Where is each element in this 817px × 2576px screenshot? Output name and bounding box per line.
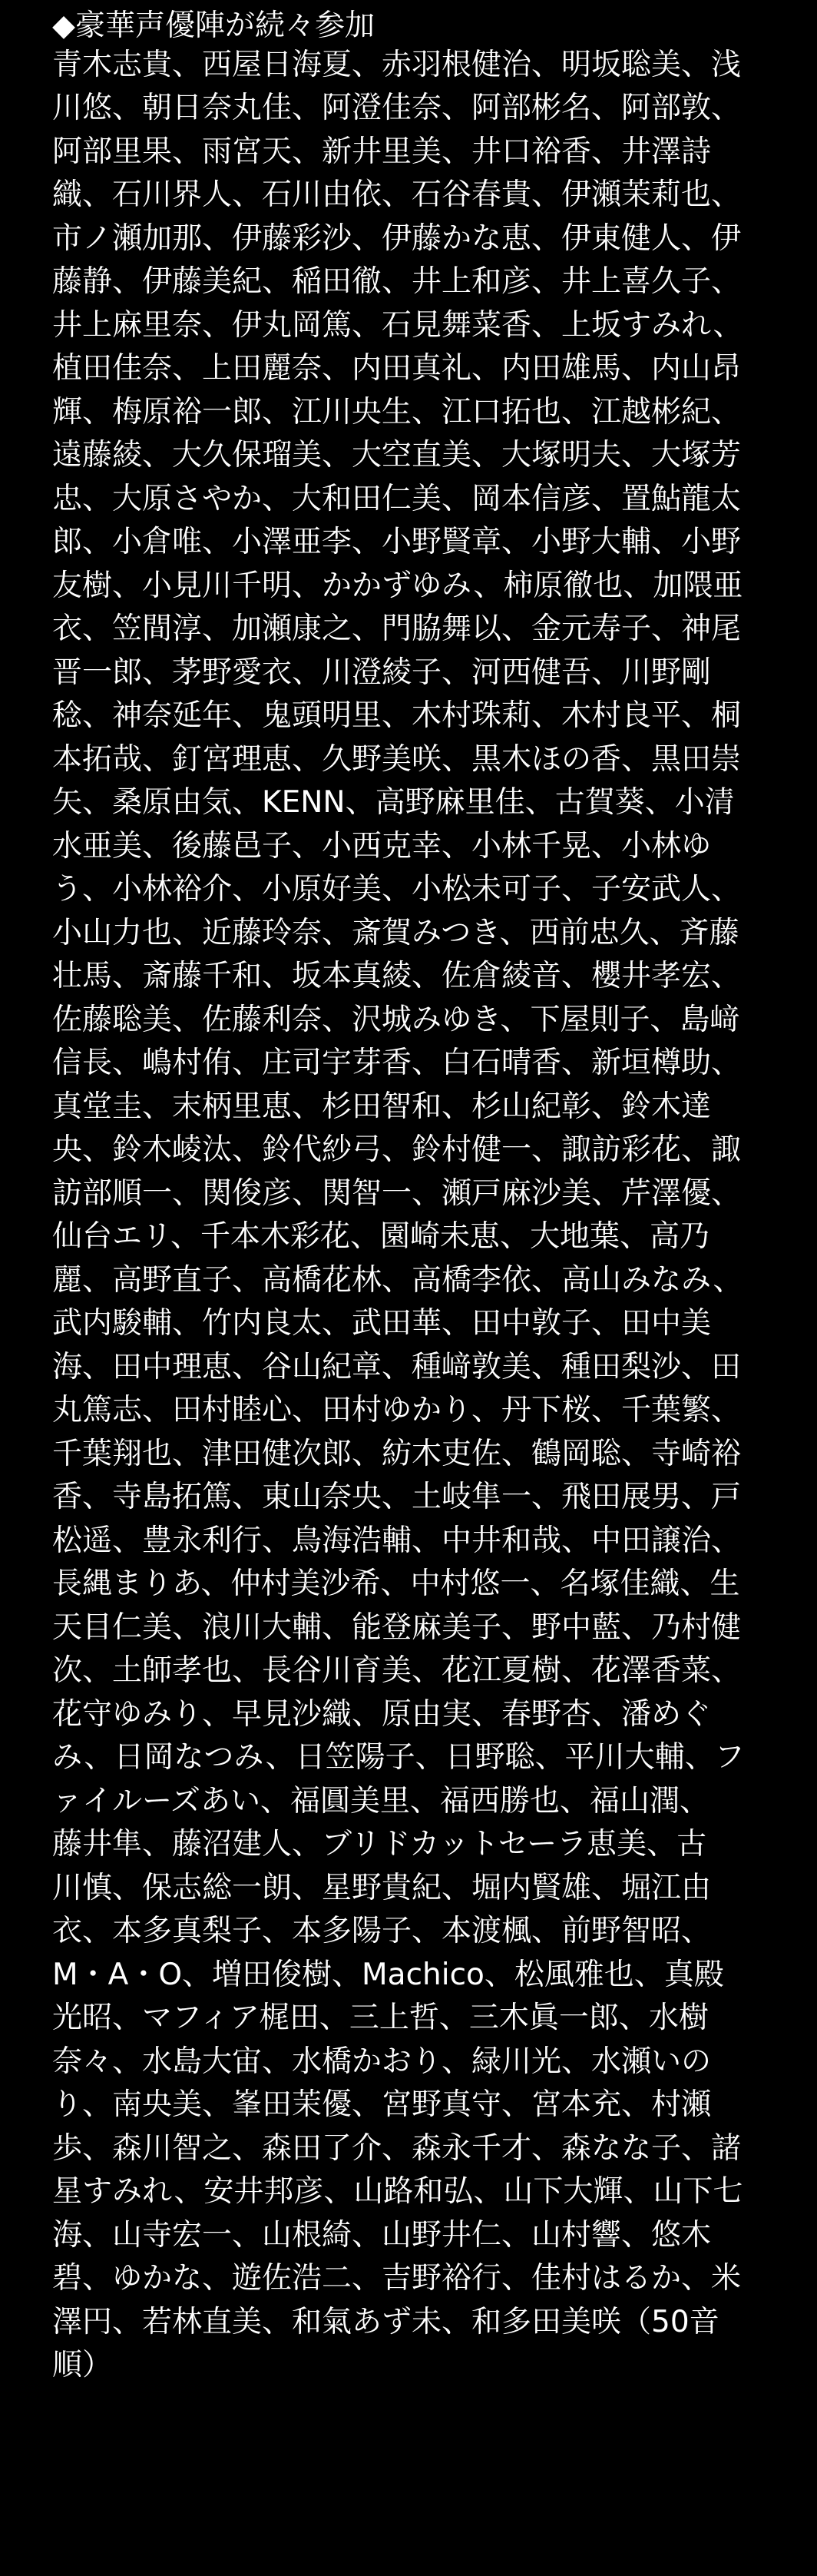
cast-list-line: 阿部里果、雨宮天、新井里美、井口裕香、井澤詩 bbox=[52, 134, 712, 169]
cast-list-line: 千葉翔也、津田健次郎、紡木吏佐、鶴岡聡、寺崎裕 bbox=[52, 1436, 742, 1471]
cast-list-line: 花守ゆみり、早見沙織、原由実、春野杏、潘めぐ bbox=[52, 1696, 712, 1732]
cast-list-line: 訪部順一、関俊彦、関智一、瀬戸麻沙美、芹澤優、 bbox=[52, 1175, 742, 1211]
cast-list-line: 星すみれ、安井邦彦、山路和弘、山下大輝、山下七 bbox=[52, 2174, 743, 2210]
cast-list-line: 奈々、水島大宙、水橋かおり、緑川光、水瀬いの bbox=[52, 2044, 712, 2079]
cast-list-line: み、日岡なつみ、日笠陽子、日野聡、平川大輔、フ bbox=[52, 1740, 745, 1775]
cast-list-line: 次、土師孝也、長谷川育美、花江夏樹、花澤香菜、 bbox=[52, 1653, 742, 1689]
cast-list-line: 矢、桑原由気、KENN、高野麻里佳、古賀葵、小清 bbox=[52, 785, 735, 821]
cast-list-line: う、小林裕介、小原好美、小松未可子、子安武人、 bbox=[52, 872, 742, 907]
cast-list-line: 小山力也、近藤玲奈、斎賀みつき、西前忠久、斉藤 bbox=[52, 915, 739, 950]
cast-list-line: 藤静、伊藤美紀、稲田徹、井上和彦、井上喜久子、 bbox=[52, 264, 742, 300]
cast-list-line: 武内駿輔、竹内良太、武田華、田中敦子、田中美 bbox=[52, 1306, 712, 1341]
cast-list-line: 松遥、豊永利行、鳥海浩輔、中井和哉、中田譲治、 bbox=[52, 1523, 742, 1558]
cast-list-line: 晋一郎、茅野愛衣、川澄綾子、河西健吾、川野剛 bbox=[52, 655, 712, 690]
cast-list-line: 澤円、若林直美、和氣あず未、和多田美咲（50音 bbox=[52, 2304, 719, 2339]
cast-list-line: 海、山寺宏一、山根綺、山野井仁、山村響、悠木 bbox=[52, 2217, 712, 2253]
cast-list-line: 友樹、小見川千明、かかずゆみ、柿原徹也、加隈亜 bbox=[52, 568, 743, 603]
cast-list-line: 香、寺島拓篤、東山奈央、土岐隼一、飛田展男、戸 bbox=[52, 1480, 742, 1515]
cast-list-line: 衣、本多真梨子、本多陽子、本渡楓、前野智昭、 bbox=[52, 1914, 712, 1949]
cast-list-line: 郎、小倉唯、小澤亜李、小野賢章、小野大輔、小野 bbox=[52, 525, 742, 560]
cast-list-line: 植田佳奈、上田麗奈、内田真礼、内田雄馬、内山昂 bbox=[52, 351, 742, 386]
cast-list-line: 忠、大原さやか、大和田仁美、岡本信彦、置鮎龍太 bbox=[52, 481, 742, 516]
cast-list-line: 遠藤綾、大久保瑠美、大空直美、大塚明夫、大塚芳 bbox=[52, 438, 742, 473]
cast-list-line: 壮馬、斎藤千和、坂本真綾、佐倉綾音、櫻井孝宏、 bbox=[52, 959, 742, 994]
cast-list-line: 長縄まりあ、仲村美沙希、中村悠一、名塚佳織、生 bbox=[52, 1566, 740, 1602]
cast-list-line: 光昭、マフィア梶田、三上哲、三木眞一郎、水樹 bbox=[52, 2001, 709, 2036]
cast-list-line: 青木志貴、西屋日海夏、赤羽根健治、明坂聡美、浅 bbox=[52, 47, 742, 82]
cast-list-line: 藤井隼、藤沼建人、ブリドカットセーラ恵美、古 bbox=[52, 1827, 707, 1862]
cast-list-line: 仙台エリ、千本木彩花、園崎未恵、大地葉、高乃 bbox=[52, 1219, 710, 1255]
cast-list-line: 水亜美、後藤邑子、小西克幸、小林千晃、小林ゆ bbox=[52, 828, 712, 864]
cast-list-line: ァイルーズあい、福圓美里、福西勝也、福山潤、 bbox=[52, 1783, 710, 1818]
cast-list-line: 佐藤聡美、佐藤利奈、沢城みゆき、下屋則子、島﨑 bbox=[52, 1002, 740, 1037]
cast-list-line: 真堂圭、末柄里恵、杉田智和、杉山紀彰、鈴木達 bbox=[52, 1089, 712, 1124]
cast-list-line: 天目仁美、浪川大輔、能登麻美子、野中藍、乃村健 bbox=[52, 1610, 742, 1645]
cast-list-line: 稔、神奈延年、鬼頭明里、木村珠莉、木村良平、桐 bbox=[52, 698, 742, 734]
cast-list-line: 市ノ瀬加那、伊藤彩沙、伊藤かな恵、伊東健人、伊 bbox=[52, 220, 742, 256]
cast-list-line: り、南央美、峯田茉優、宮野真守、宮本充、村瀬 bbox=[52, 2087, 712, 2123]
cast-list-line: 順） bbox=[52, 2348, 113, 2383]
cast-list-line: 本拓哉、釘宮理恵、久野美咲、黒木ほの香、黒田崇 bbox=[52, 741, 742, 777]
cast-list-line: 川悠、朝日奈丸佳、阿澄佳奈、阿部彬名、阿部敦、 bbox=[52, 91, 742, 126]
cast-list-line: 井上麻里奈、伊丸岡篤、石見舞菜香、上坂すみれ、 bbox=[52, 307, 743, 343]
cast-list-line: 丸篤志、田村睦心、田村ゆかり、丹下桜、千葉繁、 bbox=[52, 1393, 742, 1428]
cast-list-line: 碧、ゆかな、遊佐浩二、吉野裕行、佳村はるか、米 bbox=[52, 2261, 742, 2296]
cast-list-line: 信長、嶋村侑、庄司宇芽香、白石晴香、新垣樽助、 bbox=[52, 1046, 742, 1081]
cast-list-line: 歩、森川智之、森田了介、森永千才、森なな子、諸 bbox=[52, 2130, 742, 2166]
cast-list-line: 川慎、保志総一朗、星野貴紀、堀内賢雄、堀江由 bbox=[52, 1870, 712, 1905]
cast-list-line: 衣、笠間淳、加瀬康之、門脇舞以、金元寿子、神尾 bbox=[52, 612, 742, 647]
cast-list-line: 輝、梅原裕一郎、江川央生、江口拓也、江越彬紀、 bbox=[52, 394, 742, 429]
cast-list-line: 央、鈴木崚汰、鈴代紗弓、鈴村健一、諏訪彩花、諏 bbox=[52, 1132, 742, 1168]
cast-list-line: 海、田中理恵、谷山紀章、種﨑敦美、種田梨沙、田 bbox=[52, 1349, 742, 1384]
cast-list bbox=[52, 44, 817, 2388]
cast-list-line: M・A・O、増田俊樹、Machico、松風雅也、真殿 bbox=[52, 1957, 724, 1992]
section-heading: ◆豪華声優陣が続々参加 bbox=[52, 8, 375, 43]
cast-list-line: 織、石川界人、石川由依、石谷春貴、伊瀬茉莉也、 bbox=[52, 177, 742, 213]
cast-list-line: 麗、高野直子、高橋花林、高橋李依、高山みなみ、 bbox=[52, 1262, 743, 1298]
